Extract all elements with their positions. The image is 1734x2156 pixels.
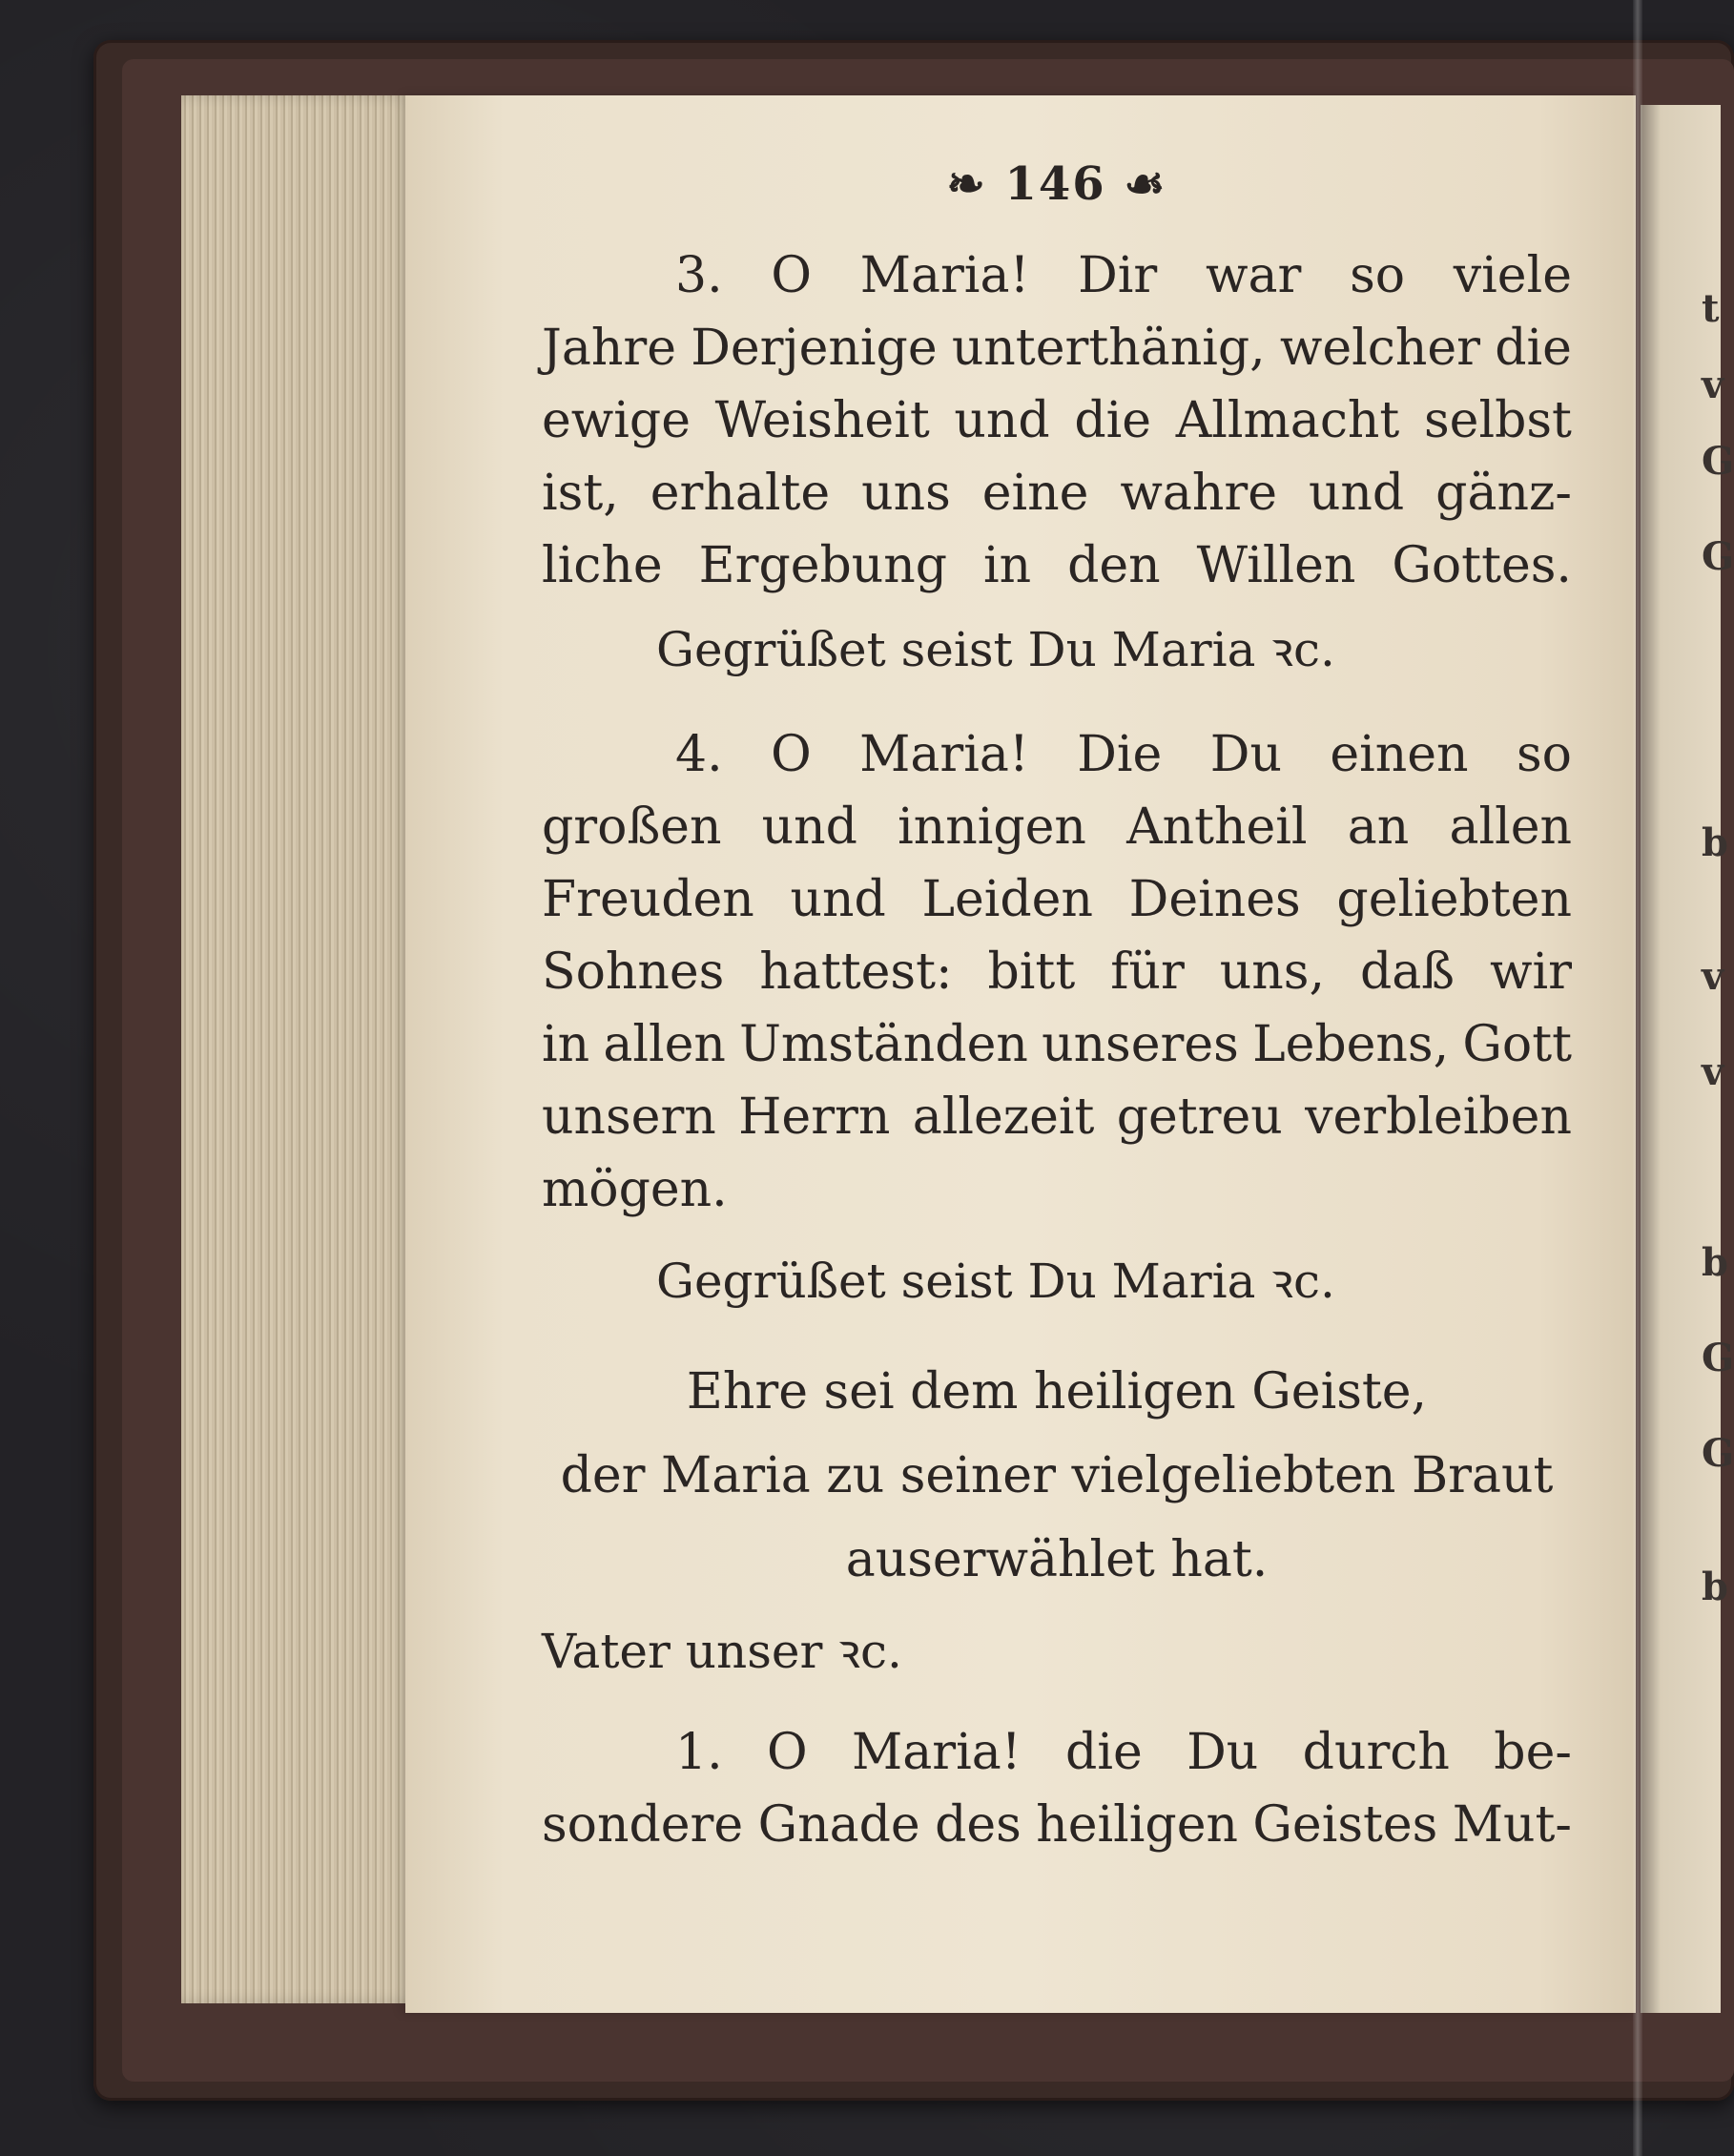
word: Allmacht bbox=[1175, 392, 1400, 449]
word: unseres bbox=[1042, 1016, 1239, 1073]
facing-page-glyph: v bbox=[1702, 954, 1724, 999]
word: selbst bbox=[1423, 392, 1572, 449]
word: O bbox=[771, 247, 812, 304]
paragraph-3 bbox=[542, 239, 1572, 602]
word: durch bbox=[1302, 1724, 1450, 1781]
paragraph-1 bbox=[542, 1716, 1572, 1861]
text-line bbox=[542, 863, 1572, 936]
text-line bbox=[542, 239, 1572, 312]
word: innigen bbox=[898, 798, 1086, 856]
word: daß bbox=[1359, 943, 1455, 1001]
word: bitt bbox=[987, 943, 1076, 1001]
vater-unser: Vater unser ꝛc. bbox=[542, 1624, 902, 1679]
word: Gnade bbox=[757, 1796, 920, 1854]
word: Gottes. bbox=[1392, 537, 1572, 594]
word: großen bbox=[542, 798, 722, 856]
word: Jahre bbox=[542, 320, 676, 377]
word: allen bbox=[603, 1016, 726, 1073]
word: gänz- bbox=[1435, 465, 1572, 522]
word: allezeit bbox=[912, 1088, 1095, 1146]
word: heiligen bbox=[1036, 1796, 1238, 1854]
text-line bbox=[542, 312, 1572, 384]
word: uns bbox=[861, 465, 951, 522]
word: Maria! bbox=[859, 726, 1029, 783]
facing-page-glyph: G bbox=[1702, 534, 1734, 579]
ornament-right-icon: ☙ bbox=[1124, 157, 1167, 211]
text-line bbox=[542, 936, 1572, 1008]
word: wir bbox=[1490, 943, 1572, 1001]
facing-page-glyph: t bbox=[1702, 286, 1720, 331]
word: und bbox=[954, 392, 1050, 449]
word: wahre bbox=[1120, 465, 1277, 522]
word: ist, bbox=[542, 465, 619, 522]
page-text bbox=[542, 157, 1572, 1861]
word: getreu bbox=[1116, 1088, 1283, 1146]
word: Weisheit bbox=[714, 392, 930, 449]
text-line bbox=[542, 1081, 1572, 1153]
word: an bbox=[1347, 798, 1410, 856]
word: die bbox=[1065, 1724, 1143, 1781]
text-line bbox=[542, 718, 1572, 791]
word: Lebens, bbox=[1252, 1016, 1450, 1073]
text-line bbox=[542, 1716, 1572, 1789]
gloria-line-1: Ehre sei dem heiligen Geiste, bbox=[686, 1363, 1428, 1420]
word: Du bbox=[1209, 726, 1282, 783]
word: erhalte bbox=[650, 465, 831, 522]
word: Die bbox=[1077, 726, 1163, 783]
word: in bbox=[983, 537, 1032, 594]
facing-page-glyph: G bbox=[1702, 439, 1734, 484]
word: unterthänig, bbox=[951, 320, 1266, 377]
word: Dir bbox=[1078, 247, 1158, 304]
word: hattest: bbox=[759, 943, 953, 1001]
word: den bbox=[1067, 537, 1161, 594]
word: 3. bbox=[675, 247, 723, 304]
word: mögen. bbox=[542, 1161, 728, 1218]
word: die bbox=[1074, 392, 1152, 449]
page-number bbox=[542, 157, 1572, 211]
word: Antheil bbox=[1126, 798, 1308, 856]
paragraph-4 bbox=[542, 718, 1572, 1226]
word: so bbox=[1517, 726, 1572, 783]
facing-page-glyph: v bbox=[1702, 363, 1724, 407]
gloria-line-2: der Maria zu seiner vielgeliebten Braut bbox=[560, 1447, 1554, 1504]
word: in bbox=[542, 1016, 590, 1073]
word: Maria! bbox=[852, 1724, 1022, 1781]
page-edges bbox=[181, 95, 420, 2003]
gloria-line-3: auserwählet hat. bbox=[845, 1531, 1269, 1588]
word: die bbox=[1495, 320, 1572, 377]
word: Umständen bbox=[739, 1016, 1028, 1073]
word: uns, bbox=[1219, 943, 1325, 1001]
word: verbleiben bbox=[1305, 1088, 1572, 1146]
facing-page-glyph: G bbox=[1702, 1431, 1734, 1476]
word: viele bbox=[1453, 247, 1572, 304]
text-line bbox=[542, 529, 1572, 602]
word: be- bbox=[1494, 1724, 1572, 1781]
word: und bbox=[761, 798, 857, 856]
word: Deines bbox=[1128, 871, 1301, 928]
word: unsern bbox=[542, 1088, 716, 1146]
word: und bbox=[790, 871, 886, 928]
word: geliebten bbox=[1336, 871, 1572, 928]
word: Freuden bbox=[542, 871, 754, 928]
word: liche bbox=[542, 537, 663, 594]
word: war bbox=[1205, 247, 1302, 304]
facing-page-glyph: v bbox=[1702, 1049, 1724, 1094]
word: Geistes bbox=[1252, 1796, 1438, 1854]
word: Gott bbox=[1462, 1016, 1572, 1073]
word: ewige bbox=[542, 392, 691, 449]
word: Willen bbox=[1196, 537, 1356, 594]
word: O bbox=[771, 726, 812, 783]
word: 1. bbox=[675, 1724, 723, 1781]
refrain-1: Gegrüßet seist Du Maria ꝛc. bbox=[656, 622, 1335, 677]
word: Herrn bbox=[738, 1088, 891, 1146]
word: 4. bbox=[675, 726, 723, 783]
text-line bbox=[542, 384, 1572, 457]
facing-page-glyph: b bbox=[1702, 1565, 1728, 1609]
word: für bbox=[1110, 943, 1185, 1001]
word: Leiden bbox=[921, 871, 1093, 928]
text-line bbox=[542, 457, 1572, 529]
word: und bbox=[1308, 465, 1405, 522]
word: Mut- bbox=[1452, 1796, 1572, 1854]
word: Du bbox=[1187, 1724, 1259, 1781]
word: eine bbox=[981, 465, 1089, 522]
facing-page-glyph: b bbox=[1702, 1240, 1728, 1285]
word: Ergebung bbox=[698, 537, 948, 594]
text-line bbox=[542, 1789, 1572, 1861]
facing-page-glyph: b bbox=[1702, 820, 1728, 865]
text-line bbox=[542, 1008, 1572, 1081]
ornament-left-icon: ❧ bbox=[946, 157, 987, 211]
text-line bbox=[542, 1153, 1572, 1226]
word: O bbox=[767, 1724, 808, 1781]
glass-reflection bbox=[1633, 0, 1642, 2156]
word: Derjenige bbox=[691, 320, 938, 377]
word: allen bbox=[1449, 798, 1572, 856]
refrain-2: Gegrüßet seist Du Maria ꝛc. bbox=[656, 1254, 1335, 1309]
text-line bbox=[542, 791, 1572, 863]
word: einen bbox=[1330, 726, 1469, 783]
facing-page-glyph: G bbox=[1702, 1336, 1734, 1380]
word: Sohnes bbox=[542, 943, 725, 1001]
word: des bbox=[935, 1796, 1022, 1854]
page-number-value: 146 bbox=[1004, 157, 1106, 211]
word: so bbox=[1350, 247, 1406, 304]
word: sondere bbox=[542, 1796, 744, 1854]
word: Maria! bbox=[859, 247, 1030, 304]
word: welcher bbox=[1279, 320, 1481, 377]
